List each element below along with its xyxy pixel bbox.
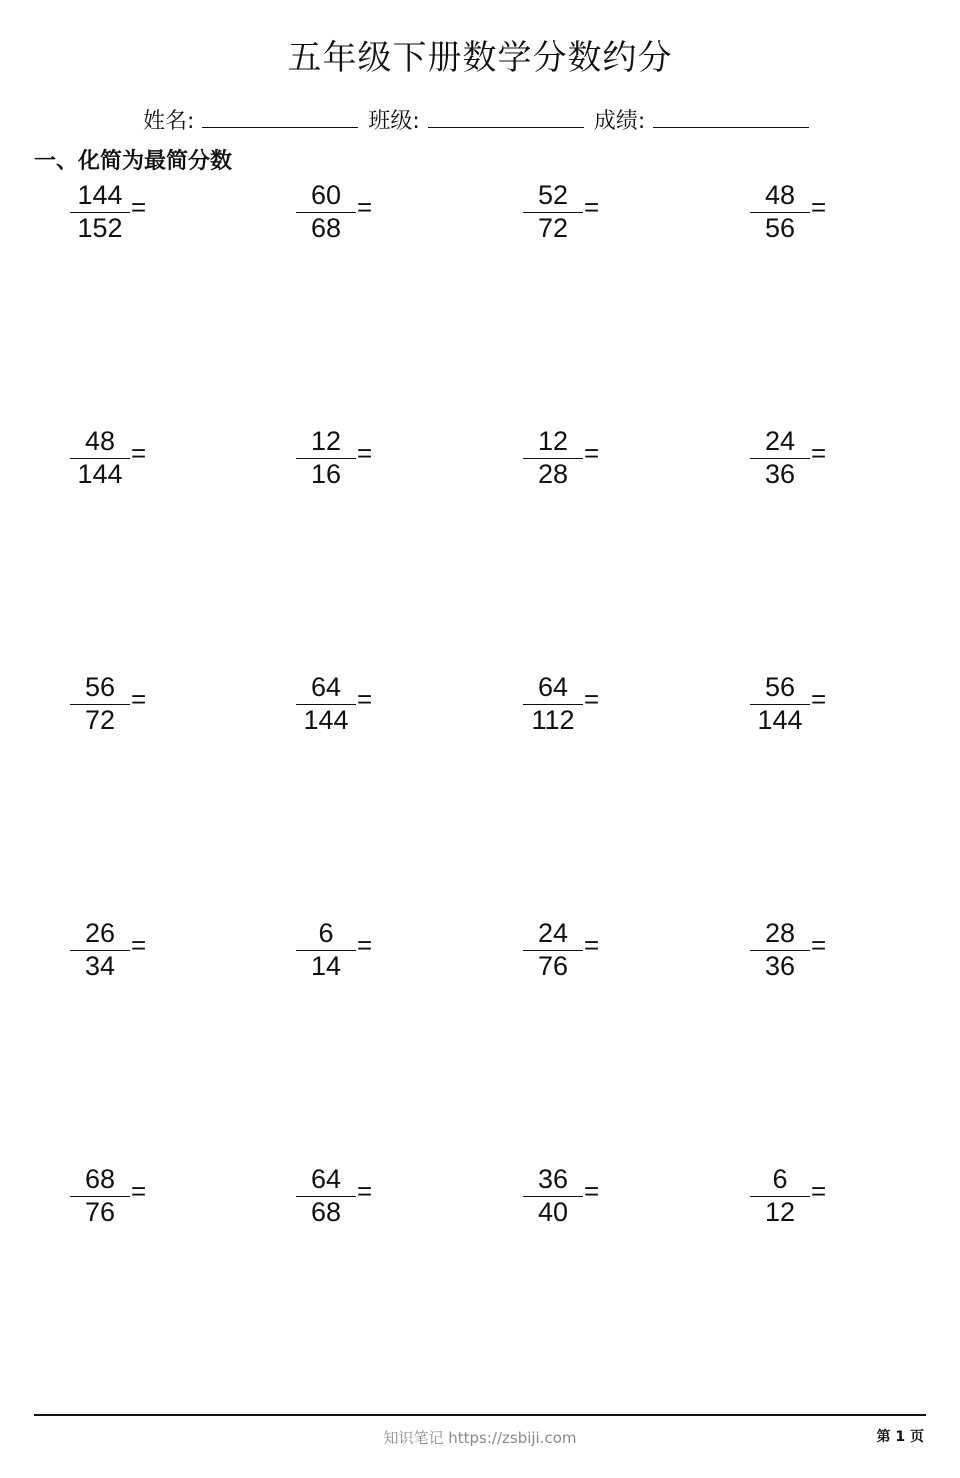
fraction-problem bbox=[750, 426, 830, 496]
numerator: 60 bbox=[310, 180, 342, 210]
denominator: 76 bbox=[537, 951, 569, 981]
denominator: 72 bbox=[537, 213, 569, 243]
numerator: 12 bbox=[537, 426, 569, 456]
fraction-problem bbox=[296, 180, 376, 250]
numerator: 24 bbox=[764, 426, 796, 456]
denominator: 152 bbox=[77, 213, 123, 243]
numerator: 56 bbox=[764, 672, 796, 702]
numerator: 6 bbox=[318, 918, 334, 948]
class-label: 班级: bbox=[368, 109, 420, 134]
equals-sign: = bbox=[131, 438, 147, 468]
numerator: 56 bbox=[84, 672, 116, 702]
fraction-problem bbox=[523, 426, 603, 496]
numerator: 26 bbox=[84, 918, 116, 948]
denominator: 36 bbox=[764, 459, 796, 489]
equals-sign: = bbox=[584, 1176, 600, 1206]
class-field bbox=[368, 104, 583, 135]
fraction-problem bbox=[750, 180, 830, 250]
numerator: 24 bbox=[537, 918, 569, 948]
denominator: 68 bbox=[310, 213, 342, 243]
section-heading: 一、化简为最简分数 bbox=[34, 149, 233, 174]
fraction-problem bbox=[70, 180, 150, 250]
student-info-row bbox=[143, 104, 819, 135]
denominator: 76 bbox=[84, 1197, 116, 1227]
name-blank[interactable] bbox=[202, 109, 358, 128]
equals-sign: = bbox=[131, 930, 147, 960]
equals-sign: = bbox=[811, 192, 827, 222]
fraction-problem bbox=[523, 672, 603, 742]
denominator: 144 bbox=[303, 705, 349, 735]
numerator: 48 bbox=[764, 180, 796, 210]
equals-sign: = bbox=[584, 930, 600, 960]
denominator: 56 bbox=[764, 213, 796, 243]
denominator: 68 bbox=[310, 1197, 342, 1227]
numerator: 28 bbox=[764, 918, 796, 948]
score-field bbox=[594, 104, 809, 135]
fraction-problem bbox=[296, 918, 376, 988]
equals-sign: = bbox=[811, 438, 827, 468]
equals-sign: = bbox=[811, 1176, 827, 1206]
equals-sign: = bbox=[357, 684, 373, 714]
equals-sign: = bbox=[584, 192, 600, 222]
numerator: 64 bbox=[310, 1164, 342, 1194]
footer-divider bbox=[34, 1414, 926, 1416]
numerator: 64 bbox=[537, 672, 569, 702]
equals-sign: = bbox=[131, 1176, 147, 1206]
numerator: 52 bbox=[537, 180, 569, 210]
fraction-problem bbox=[70, 1164, 150, 1234]
numerator: 48 bbox=[84, 426, 116, 456]
fraction-problem bbox=[523, 1164, 603, 1234]
denominator: 40 bbox=[537, 1197, 569, 1227]
equals-sign: = bbox=[357, 192, 373, 222]
equals-sign: = bbox=[357, 438, 373, 468]
denominator: 14 bbox=[310, 951, 342, 981]
denominator: 144 bbox=[757, 705, 803, 735]
numerator: 12 bbox=[310, 426, 342, 456]
numerator: 68 bbox=[84, 1164, 116, 1194]
class-blank[interactable] bbox=[428, 109, 584, 128]
equals-sign: = bbox=[584, 438, 600, 468]
equals-sign: = bbox=[357, 1176, 373, 1206]
equals-sign: = bbox=[811, 684, 827, 714]
numerator: 144 bbox=[77, 180, 123, 210]
name-label: 姓名: bbox=[143, 109, 195, 134]
equals-sign: = bbox=[811, 930, 827, 960]
equals-sign: = bbox=[131, 684, 147, 714]
denominator: 12 bbox=[764, 1197, 796, 1227]
denominator: 72 bbox=[84, 705, 116, 735]
denominator: 16 bbox=[310, 459, 342, 489]
denominator: 34 bbox=[84, 951, 116, 981]
worksheet-title: 五年级下册数学分数约分 bbox=[287, 38, 673, 78]
score-label: 成绩: bbox=[593, 109, 646, 134]
fraction-problem bbox=[296, 672, 376, 742]
numerator: 36 bbox=[537, 1164, 569, 1194]
page-number: 第 1 页 bbox=[876, 1429, 924, 1445]
score-blank[interactable] bbox=[653, 109, 809, 128]
fraction-problem bbox=[296, 1164, 376, 1234]
footer-site-link[interactable]: 知识笔记 https://zsbiji.com bbox=[383, 1429, 577, 1447]
equals-sign: = bbox=[584, 684, 600, 714]
name-field bbox=[143, 104, 358, 135]
denominator: 144 bbox=[77, 459, 123, 489]
numerator: 64 bbox=[310, 672, 342, 702]
fraction-problem bbox=[70, 918, 150, 988]
equals-sign: = bbox=[131, 192, 147, 222]
fraction-problem bbox=[523, 180, 603, 250]
fraction-problem bbox=[296, 426, 376, 496]
equals-sign: = bbox=[357, 930, 373, 960]
fraction-problem bbox=[70, 672, 150, 742]
numerator: 6 bbox=[772, 1164, 788, 1194]
denominator: 36 bbox=[764, 951, 796, 981]
fraction-problem bbox=[523, 918, 603, 988]
denominator: 112 bbox=[531, 705, 575, 735]
denominator: 28 bbox=[537, 459, 569, 489]
fraction-problem bbox=[750, 1164, 830, 1234]
fraction-problem bbox=[70, 426, 150, 496]
fraction-problem bbox=[750, 672, 830, 742]
fraction-problem bbox=[750, 918, 830, 988]
